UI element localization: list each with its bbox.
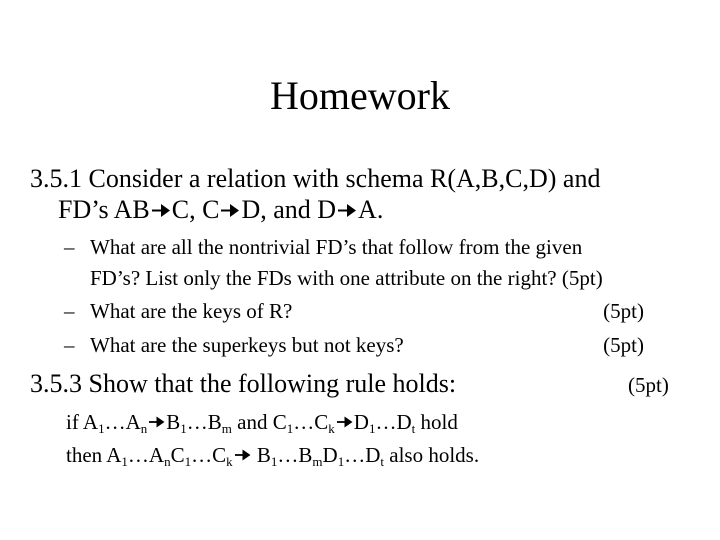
subscript: 1: [286, 421, 294, 436]
sub-question-keys: [64, 296, 684, 327]
sub-question-keys-text: What are the keys of R?: [90, 299, 293, 323]
bullet-dash: –: [64, 333, 75, 357]
sub-question-superkeys-text: What are the superkeys but not keys?: [90, 333, 404, 357]
sub-question-fds: [64, 232, 684, 294]
problem-3-5-1: [30, 163, 600, 225]
rule-text: …B: [277, 443, 313, 467]
rule-line-if: [66, 407, 458, 438]
subscript: 1: [184, 454, 192, 469]
subscript: m: [312, 454, 323, 469]
sub-question-fds-line2: FD’s? List only the FDs with one attribute on the right? (5pt): [90, 266, 603, 290]
slide-title: Homework: [270, 73, 450, 118]
subscript: 1: [368, 421, 376, 436]
subscript: n: [140, 421, 148, 436]
problem-3-5-1-line1: 3.5.1 Consider a relation with schema R(A,B,C,D) and: [30, 164, 601, 193]
right-arrow-icon: [148, 414, 165, 430]
right-arrow-icon: [151, 201, 171, 220]
subscript: 1: [121, 454, 128, 469]
fd2-rhs: D, and D: [241, 195, 337, 224]
rule-text: …D: [375, 410, 412, 434]
subscript: n: [164, 454, 171, 469]
subscript: k: [226, 454, 233, 469]
right-arrow-icon: [336, 414, 353, 430]
subscript: 1: [98, 421, 105, 436]
rule-text: …B: [186, 410, 222, 434]
problem-3-5-3: 3.5.3 Show that the following rule holds:: [30, 369, 457, 398]
subscript: t: [411, 421, 416, 436]
bullet-dash: –: [64, 235, 75, 259]
rule-text: hold: [415, 410, 458, 434]
problem-3-5-1-line2: [30, 194, 600, 225]
right-arrow-icon: [337, 201, 357, 220]
rule-text: then A: [66, 443, 122, 467]
fd1-rhs: C, C: [171, 195, 220, 224]
fd1-lhs: FD’s AB: [58, 195, 150, 224]
rule-text: …A: [127, 443, 165, 467]
points-label: (5pt): [628, 373, 669, 397]
rule-text: D: [322, 443, 338, 467]
subscript: m: [221, 421, 232, 436]
rule-text: C: [170, 443, 185, 467]
subscript: t: [380, 454, 384, 469]
rule-line-then: [66, 440, 479, 471]
subscript: 1: [180, 421, 187, 436]
subscript: k: [328, 421, 335, 436]
rule-text: D: [353, 410, 369, 434]
sub-question-superkeys: [64, 330, 684, 361]
points-label: (5pt): [603, 333, 644, 357]
subscript: 1: [270, 454, 278, 469]
fd3-rhs: A.: [358, 195, 384, 224]
rule-text: …C: [293, 410, 329, 434]
rule-text: …A: [104, 410, 141, 434]
points-label: (5pt): [603, 299, 644, 323]
rule-text: also holds.: [384, 443, 480, 467]
rule-text: …D: [344, 443, 381, 467]
right-arrow-icon: [234, 447, 251, 463]
rule-text: B: [166, 410, 181, 434]
rule-text: …C: [191, 443, 227, 467]
subscript: 1: [337, 454, 345, 469]
rule-text: if A: [66, 410, 99, 434]
right-arrow-icon: [220, 201, 240, 220]
bullet-dash: –: [64, 299, 75, 323]
rule-text: and C: [231, 410, 287, 434]
sub-question-fds-line1: What are all the nontrivial FD’s that follow from the given: [90, 235, 583, 259]
rule-text: B: [251, 443, 271, 467]
